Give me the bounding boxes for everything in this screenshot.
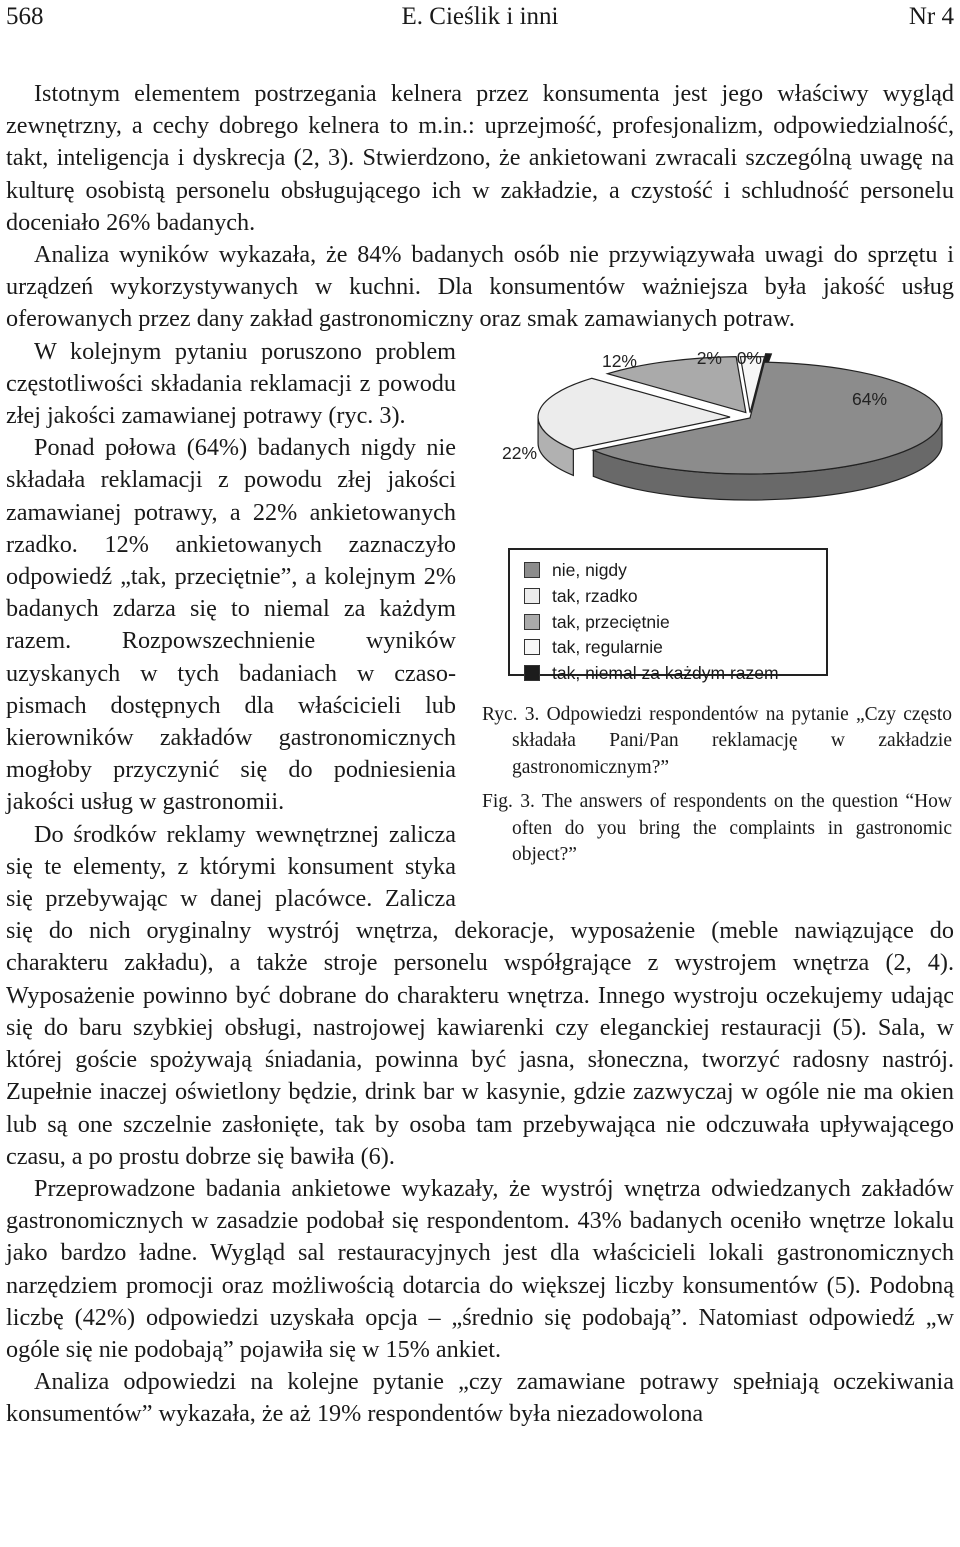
page-number: 568: [6, 3, 44, 30]
pie-value-label: 2%: [696, 347, 722, 368]
pie-value-label: 0%: [736, 347, 762, 368]
legend-label: tak, regularnie: [552, 637, 663, 658]
legend-swatch: [524, 588, 540, 604]
figure-captions: [482, 702, 952, 877]
paragraph: Do środków reklamy wewnętrznej zalicza się te elementy, z którymi konsument styka się przebywając w danej placówce. Zalicza się do nich oryginalny wystrój wnętrza, dekoracje, wyposażenie (meble nawiązujące do charakteru zakładu), a także stroje personelu współgrające z wystrojem wnętrza (2, 4). Wyposażenie powinno być dobrane do charakteru wnętrza. Innego wystroju oczekujemy udając się do baru szybkiej obsługi, nastrojowej kawiarenki czy eleganckiej restauracji (5). Sala, w której goście spożywają śniadania, powinna być jasna, słoneczna, tworzyć radosny nastrój. Zupełnie inaczej oświetlony będzie, drink bar w kasynie, gdzie zazwyczaj w ogóle nie ma okien lub są one szczelnie zasłonięte, tak by osoba tam przebywająca nie odczuwała upływającego czasu, a po prostu dobrze się bawiła (6).: [6, 820, 954, 1170]
page-header: [6, 0, 954, 34]
pie-value-label: 22%: [502, 442, 538, 463]
legend-swatch: [524, 562, 540, 578]
article-body: [6, 78, 954, 1431]
paragraph: Ponad połowa (64%) badanych nigdy nie składała reklamacji z powodu złej jakości zamawianej potrawy, a 22% ankietowanych rzadko. 12% ankietowanych zaznaczyło odpowiedź „tak, przeciętnie”, a kolejnym 2% badanych zdarza się to niemal za każdym razem. Rozpowszechnienie wyników uzyskanych w tych badaniach w czasopismach dostępnych dla właścicieli lub kierowników zakładów gastronomicznych mogłoby przyczynić się do podniesienia jakości usług w gastronomii.: [6, 434, 456, 816]
legend-swatch: [524, 614, 540, 630]
running-head-authors: E. Cieślik i inni: [401, 3, 559, 30]
legend-swatch: [524, 639, 540, 655]
caption-label: Fig. 3.: [482, 791, 535, 813]
paragraph: W kolejnym pytaniu poruszono problem częstotliwości składania reklamacji z powodu złej jakości zamawianej potrawy (ryc. 3).: [6, 337, 456, 430]
paragraph: Przeprowadzone badania ankietowe wykazały, że wystrój wnętrza odwiedzanych zakładów gastronomicznych w zasadzie podobał się respondentom. 43% badanych oceniło wnętrze lokalu jako bardzo ładne. Wygląd sal restauracyjnych jest dla właścicieli lokali gastronomicznych narzędziem promocji oraz możliwością dotarcia do większej liczby konsumentów (5). Podobną liczbę (42%) odpowiedzi uzyskała opcja – „średnio się podobają”. Natomiast odpowiedź „w ogóle się nie podobają” pojawiła się w 15% ankiet.: [6, 1174, 954, 1363]
pie-value-label: 64%: [852, 388, 888, 409]
legend-item: [524, 660, 826, 686]
paragraph: Analiza wyników wykazała, że 84% badanych osób nie przywiązywała uwagi do sprzętu i urządzeń wykorzystywanych w kuchni. Dla konsumentów ważniejsza była jakość usług oferowanych przez dany zakład gastronomiczny oraz smak zamawianych potraw.: [6, 241, 954, 333]
caption-label: Ryc. 3.: [482, 703, 540, 725]
paragraph: Istotnym elementem postrzegania kelnera przez konsumenta jest jego właściwy wygląd zewnętrzny, a cechy dobrego kelnera to m.in.: uprzejmość, profesjonalizm, odpowiedzialność, takt, inteligencja i dyskrecja (2, 3). Stwierdzono, że ankietowani zwracali szczególną uwagę na kulturę osobistą personelu obsługującego ich w zakładzie, a czystość i schludność personelu doceniało 26% badanych.: [6, 80, 954, 236]
legend-swatch: [524, 665, 540, 681]
caption-text: Odpowiedzi respondentów na pytanie „Czy często składała Pani/Pan reklamację w zakładzie gastronomicznym?”: [512, 703, 953, 778]
caption-polish: [482, 702, 952, 782]
issue-number: Nr 4: [908, 3, 954, 30]
legend-label: tak, niemal za każdym razem: [552, 662, 779, 683]
legend-label: nie, nigdy: [552, 560, 627, 581]
chart-legend: [508, 548, 828, 683]
legend-label: tak, przeciętnie: [552, 611, 670, 632]
caption-english: [482, 789, 952, 869]
figure-3: [482, 340, 960, 888]
caption-text: The answers of respondents on the question “How often do you bring the complaints in gastronomic object?”: [512, 791, 953, 866]
pie-value-label: 12%: [601, 350, 637, 371]
legend-label: tak, rzadko: [552, 585, 638, 606]
paragraph: Analiza odpowiedzi na kolejne pytanie „czy zamawiane potrawy spełniają oczekiwania konsumentów” wykazała, że aż 19% respondentów była niezadowolona: [6, 1368, 954, 1428]
